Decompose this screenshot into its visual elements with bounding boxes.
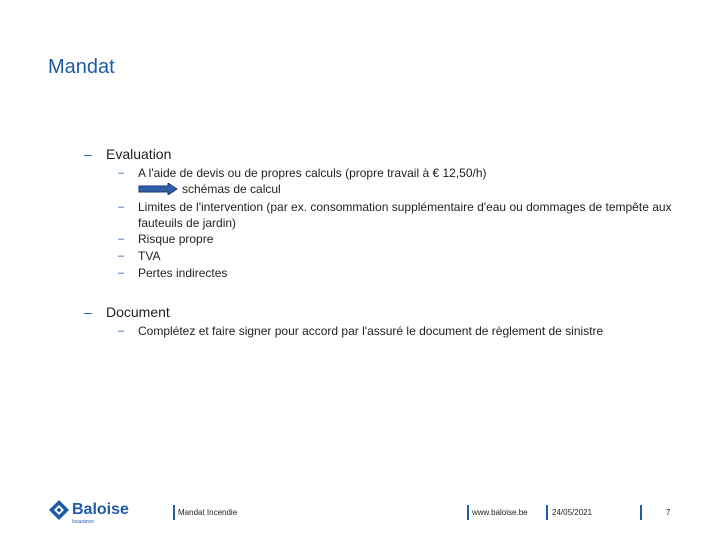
- logo-tagline: Insurance: [72, 519, 94, 525]
- footer-page-number: 7: [666, 508, 671, 517]
- footer-divider: [173, 505, 175, 520]
- right-arrow-icon: [138, 183, 178, 195]
- baloise-logo: [48, 499, 129, 525]
- list-item-text: Risque propre: [138, 232, 214, 246]
- dash-bullet-icon: –: [118, 250, 125, 262]
- list-item-text: A l'aide de devis ou de propres calculs (propre travail à € 12,50/h): [138, 166, 487, 180]
- logo-wordmark: Baloise: [72, 501, 129, 518]
- slide-title: Mandat: [48, 56, 115, 78]
- list-item-text: Limites de l'intervention (par ex. consommation supplémentaire d'eau ou dommages de tempête aux: [138, 200, 672, 214]
- list-item-text: Pertes indirectes: [138, 266, 228, 280]
- dash-bullet-icon: –: [118, 201, 125, 213]
- list-item-text-continued: fauteuils de jardin): [138, 216, 237, 230]
- list-item-text: TVA: [138, 249, 161, 263]
- dash-bullet-icon: –: [118, 167, 125, 179]
- arrow-note-text: schémas de calcul: [182, 182, 281, 196]
- footer-website: www.baloise.be: [472, 508, 528, 517]
- dash-bullet-icon: –: [118, 233, 125, 245]
- footer-divider: [467, 505, 469, 520]
- footer-document-name: Mandat Incendie: [178, 508, 238, 517]
- slide-footer: [0, 495, 720, 530]
- footer-divider: [546, 505, 548, 520]
- dash-bullet-icon: –: [84, 304, 92, 320]
- dash-bullet-icon: –: [118, 325, 125, 337]
- footer-divider: [640, 505, 642, 520]
- footer-date: 24/05/2021: [552, 508, 593, 517]
- baloise-logo-icon: [48, 499, 70, 521]
- section-label: Document: [106, 304, 170, 320]
- section-label: Evaluation: [106, 146, 172, 162]
- dash-bullet-icon: –: [118, 267, 125, 279]
- dash-bullet-icon: –: [84, 146, 92, 162]
- list-item-text: Complétez et faire signer pour accord par l'assuré le document de règlement de sinistre: [138, 324, 604, 338]
